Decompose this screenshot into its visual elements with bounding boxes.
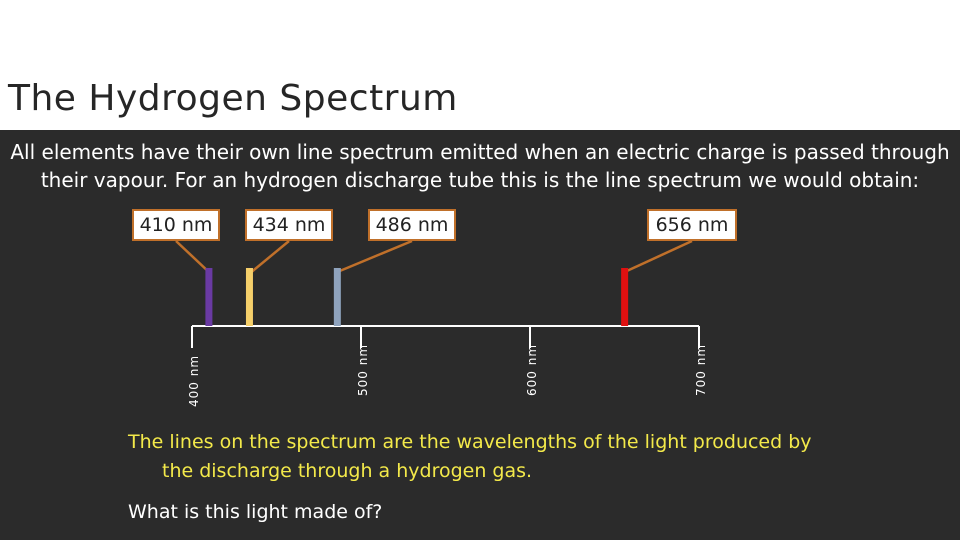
page-title: The Hydrogen Spectrum (8, 78, 458, 119)
tick-label-600: 600 nm (525, 343, 539, 396)
intro-text: All elements have their own line spectrum emitted when an electric charge is passed through their vapour. For an hydrogen discharge tube this is the line spectrum we would obtain: (10, 140, 950, 192)
question-text: What is this light made of? (128, 501, 383, 523)
label-656: 656 nm (647, 209, 737, 241)
connector-656 (625, 241, 692, 272)
spectral-line-434 (246, 268, 253, 326)
connector-486 (337, 241, 412, 272)
explanation-line-1: The lines on the spectrum are the wavelengths of the light produced by (128, 431, 812, 453)
explanation-line-2: the discharge through a hydrogen gas. (162, 460, 533, 482)
connector-410 (176, 241, 209, 272)
label-434: 434 nm (245, 209, 333, 241)
explanation-text (128, 428, 848, 486)
spectral-line-410 (205, 268, 212, 326)
tick-label-500: 500 nm (356, 343, 370, 396)
spectral-line-486 (334, 268, 341, 326)
tick-label-700: 700 nm (694, 343, 708, 396)
connector-434 (251, 241, 289, 272)
tick-label-400: 400 nm (187, 354, 201, 407)
label-410: 410 nm (132, 209, 220, 241)
spectral-line-656 (621, 268, 628, 326)
label-486: 486 nm (368, 209, 456, 241)
